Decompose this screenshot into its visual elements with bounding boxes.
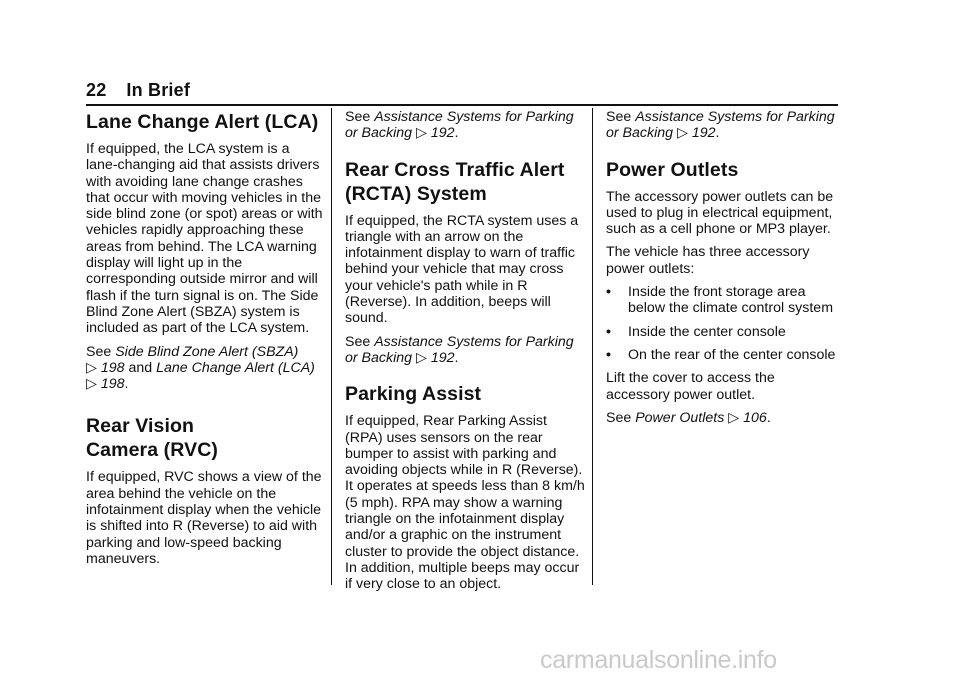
power-outlets-see-also: See Power Outlets ▷ 106.	[606, 409, 771, 426]
ref-page-parking[interactable]: 192	[691, 125, 716, 142]
ref-link-parking[interactable]: Assistance Systems for Parking or Backing	[606, 109, 835, 142]
ref-link-lca[interactable]: Lane Change Alert (LCA)	[156, 359, 315, 376]
column-1	[86, 106, 324, 567]
ref-page-parking[interactable]: 192	[430, 349, 455, 366]
see-label: See	[606, 109, 632, 125]
see-label: See	[345, 333, 371, 350]
ref-page-power-outlets[interactable]: 106	[743, 409, 767, 426]
page-reference-arrow-icon: ▷	[676, 125, 688, 142]
column-2	[345, 106, 585, 593]
power-outlets-body-2: The vehicle has three accessory power outlets:	[606, 244, 810, 277]
ref-page-sbza[interactable]: 198	[100, 359, 125, 376]
column-divider-1	[331, 108, 332, 585]
column-3	[606, 106, 842, 426]
top-see-also: See Assistance Systems for Parking or Backing ▷ 192.	[606, 109, 835, 142]
and-label: and	[128, 359, 153, 376]
list-item: • Inside the center console	[606, 323, 786, 340]
parking-assist-body: If equipped, Rear Parking Assist (RPA) uses sensors on the rear bumper to assist with parking and avoiding objects while in R (Reverse). It operates at speeds less than 8 km/h (5 mph). RPA may show a warning triangle on the infotainment display and/or a graphic on the instrument cluster to provide the object distance. In addition, multiple beeps may occur if very close to an object.	[345, 413, 585, 593]
watermark: carmanualsonline.info	[540, 646, 777, 674]
list-item: • On the rear of the center console	[606, 346, 836, 363]
ref-link-parking[interactable]: Assistance Systems for Parking or Backing	[345, 333, 574, 366]
bullet-icon: •	[606, 284, 611, 301]
page-number: 22	[86, 80, 107, 100]
see-label: See	[345, 109, 371, 125]
page-reference-arrow-icon: ▷	[415, 349, 427, 366]
ref-link-sbza[interactable]: Side Blind Zone Alert (SBZA)	[115, 343, 299, 360]
rvc-body: If equipped, RVC shows a view of the area behind the vehicle on the infotainment display when the vehicle is shifted into R (Reverse) to aid with parking and low-speed backing maneuvers.	[86, 469, 322, 567]
lca-see-also: See Side Blind Zone Alert (SBZA) ▷ 198 and Lane Change Alert (LCA) ▷ 198.	[86, 343, 315, 393]
page-reference-arrow-icon: ▷	[86, 359, 97, 376]
see-label: See	[606, 409, 632, 426]
list-item: • Inside the front storage area below the climate control system	[606, 284, 834, 317]
bullet-icon: •	[606, 323, 611, 340]
lca-heading: Lane Change Alert (LCA)	[86, 111, 319, 133]
top-see-also: See Assistance Systems for Parking or Backing ▷ 192.	[345, 109, 574, 142]
ref-page-parking[interactable]: 192	[430, 125, 455, 142]
lca-body: If equipped, the LCA system is a lane-changing aid that assists drivers with avoiding lane change crashes that occur with moving vehicles in the side blind zone (or spot) areas or with vehicles rapidly approaching these areas from behind. The LCA warning display will light up in the corresponding outside mirror and will flash if the turn signal is on. The Side Blind Zone Alert (SBZA) system is included as part of the LCA system.	[86, 141, 323, 337]
parking-assist-heading: Parking Assist	[345, 383, 482, 406]
page-header	[86, 80, 190, 101]
section-title: In Brief	[126, 80, 191, 100]
bullet-icon: •	[606, 346, 611, 363]
page-reference-arrow-icon: ▷	[728, 409, 740, 426]
ref-page-lca[interactable]: 198	[100, 376, 125, 393]
power-outlets-body-1: The accessory power outlets can be used to plug in electrical equipment, such as a cell phone or MP3 player.	[606, 188, 834, 238]
rvc-heading: Rear Vision Camera (RVC)	[86, 415, 218, 462]
power-outlets-heading: Power Outlets	[606, 158, 739, 181]
page-reference-arrow-icon: ▷	[415, 125, 427, 142]
ref-link-parking[interactable]: Assistance Systems for Parking or Backing	[345, 109, 574, 142]
see-label: See	[86, 343, 112, 360]
power-outlets-body-3: Lift the cover to access the accessory power outlet.	[606, 370, 775, 403]
rcta-see-also: See Assistance Systems for Parking or Backing ▷ 192.	[345, 333, 574, 366]
column-divider-2	[592, 108, 593, 585]
rcta-heading: Rear Cross Traffic Alert (RCTA) System	[345, 158, 565, 205]
rcta-body: If equipped, the RCTA system uses a triangle with an arrow on the infotainment display to warn of traffic behind your vehicle that may cross your vehicle's path while in R (Reverse). In addition, beeps will sound.	[345, 212, 579, 327]
ref-link-power-outlets[interactable]: Power Outlets	[635, 409, 725, 426]
page-reference-arrow-icon: ▷	[86, 376, 97, 393]
